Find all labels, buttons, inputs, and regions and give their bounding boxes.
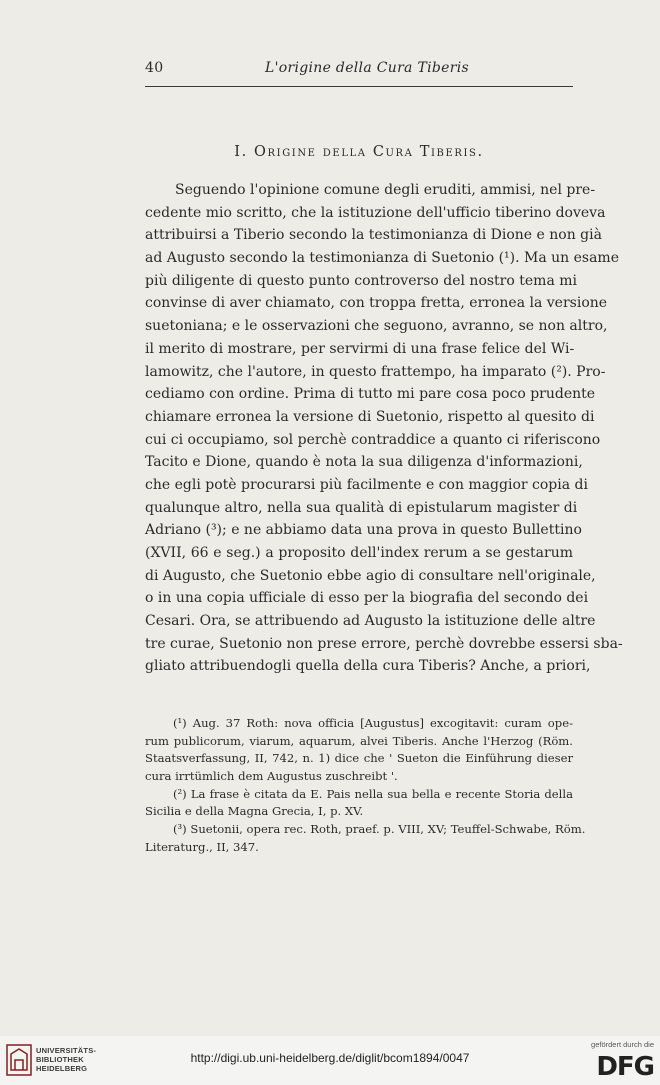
body-line: convinse di aver chiamato, con troppa fretta, erronea la versione [145,295,608,312]
body-line: di Augusto, che Suetonio ebbe agio di consultare nell'originale, [145,567,596,584]
body-text [145,179,623,678]
body-line: Cesari. Ora, se attribuendo ad Augusto la istituzione delle altre [145,613,596,630]
library-name-line: UNIVERSITÄTS- [36,1046,97,1055]
body-line: cediamo con ordine. Prima di tutto mi pare cosa poco prudente [145,386,596,403]
body-line: qualunque altro, nella sua qualità di epistularum magister di [145,499,578,516]
body-line: tre curae, Suetonio non prese errore, perchè dovrebbe essersi sba- [145,635,623,652]
section-numeral: I. [234,144,248,160]
footnote-1-line: (¹) Aug. 37 Roth: nova officia [Augustus] excogitavit: curam ope- [173,716,573,730]
footnote-1-line: cura irrtümlich dem Augustus zuschreibt '. [145,769,398,784]
body-line: più diligente di questo punto controverso del nostro tema mi [145,272,577,289]
page-number: 40 [145,60,164,76]
header-rule [145,86,573,87]
running-title: L'origine della Cura Tiberis [265,60,469,76]
library-name-line: BIBLIOTHEK [36,1055,84,1064]
page-url-link[interactable]: http://digi.ub.uni-heidelberg.de/diglit/bcom1894/0047 [190,1051,470,1065]
body-line: gliato attribuendogli quella della cura Tiberis? Anche, a priori, [145,658,591,675]
body-line: cedente mio scritto, che la istituzione dell'ufficio tiberino doveva [145,204,606,221]
body-line: chiamare erronea la versione di Suetonio, rispetto al quesito di [145,408,595,425]
body-line: Seguendo l'opinione comune degli eruditi, ammisi, nel pre- [175,182,596,198]
body-line: attribuirsi a Tiberio secondo la testimonianza di Dione e non già [145,227,602,244]
body-line: (XVII, 66 e seg.) a proposito dell'index rerum a se gestarum [145,545,573,561]
body-line: che egli potè procurarsi più facilmente e con maggior copia di [145,476,588,493]
body-line: o in una copia ufficiale di esso per la biografia del secondo dei [145,590,589,607]
body-line: lamowitz, che l'autore, in questo frattempo, ha imparato (²). Pro- [145,363,606,380]
dfg-logo: DFG [596,1052,654,1082]
body-line: cui ci occupiamo, sol perchè contraddice a quanto ci riferiscono [145,431,601,448]
running-head [145,60,573,82]
library-name-line: HEIDELBERG [36,1064,88,1073]
viewer-footer [0,1036,660,1085]
footnote-3-line: (³) Suetonii, opera rec. Roth, praef. p. VIII, XV; Teuffel-Schwabe, Röm. [173,822,586,837]
footnote-2-line: (²) La frase è citata da E. Pais nella sua bella e recente Storia della [173,786,573,801]
section-title [145,144,573,160]
body-line: ad Augusto secondo la testimonianza di Suetonio (¹). Ma un esame [145,250,619,267]
body-line: Adriano (³); e ne abbiamo data una prova in questo Bullettino [145,522,582,539]
body-line: il merito di mostrare, per servirmi di una frase felice del Wi- [145,340,575,357]
footnote-1-line: rum publicorum, viarum, aquarum, alvei Tiberis. Anche l'Herzog (Röm. [145,733,573,748]
footnote-1-line: Staatsverfassung, II, 742, n. 1) dice che ' Sueton die Einführung dieser [145,751,573,766]
funded-by-label: gefördert durch die [591,1040,654,1049]
section-title-text: Origine della Cura Tiberis. [254,144,484,160]
footnote-2-line: Sicilia e della Magna Grecia, I, p. XV. [145,804,364,819]
body-line: Tacito e Dione, quando è nota la sua diligenza d'informazioni, [145,454,583,471]
body-line: suetoniana; e le osservazioni che seguono, avranno, se non altro, [145,318,608,335]
footnotes [145,715,586,857]
footnote-3-line: Literaturg., II, 347. [145,839,259,854]
